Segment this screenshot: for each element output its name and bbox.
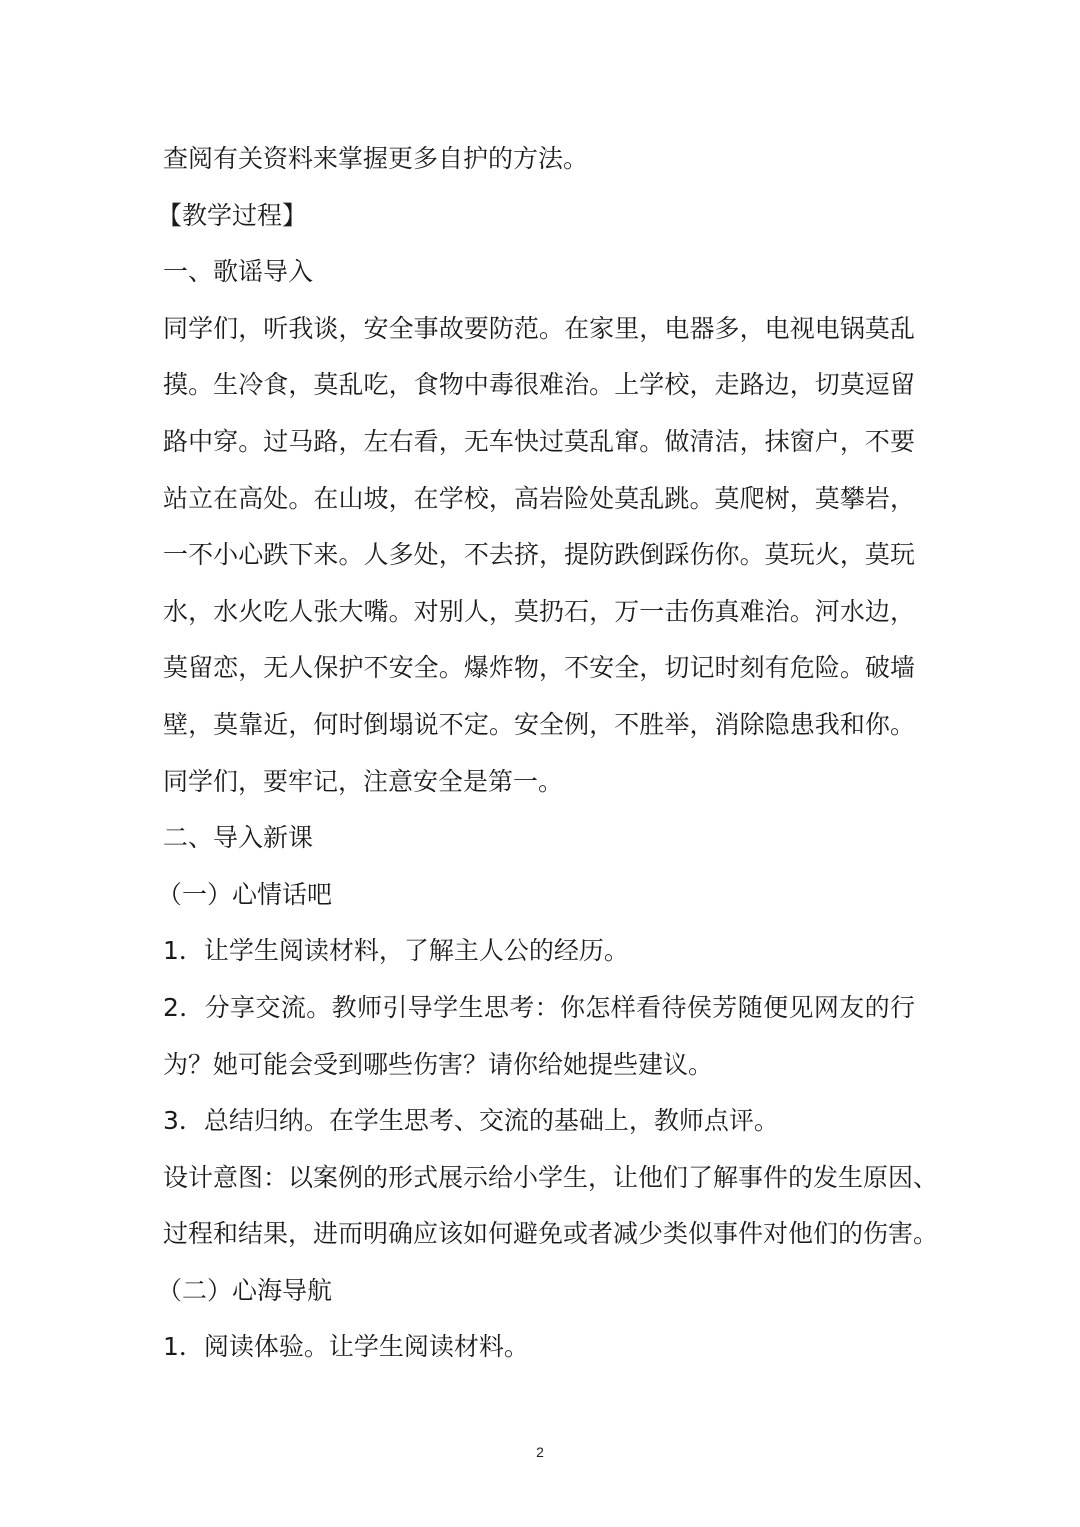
ballad-line: 站立在高处。在山坡，在学校，高岩险处莫乱跳。莫爬树，莫攀岩， — [163, 483, 915, 513]
list-item-continuation: 为？她可能会受到哪些伤害？请你给她提些建议。 — [163, 1049, 714, 1079]
ballad-line: 摸。生冷食，莫乱吃，食物中毒很难治。上学校，走路边，切莫逗留 — [163, 370, 915, 400]
list-item: 2．分享交流。教师引导学生思考：你怎样看待侯芳随便见网友的行 — [163, 992, 915, 1022]
subsection-title-mood-bar: （一）心情话吧 — [157, 879, 333, 909]
ballad-line: 一不小心跌下来。人多处，不去挤，提防跌倒踩伤你。莫玩火，莫玩 — [163, 540, 915, 570]
ballad-line: 莫留恋，无人保护不安全。爆炸物，不安全，切记时刻有危险。破墙 — [163, 653, 915, 683]
intro-line: 查阅有关资料来掌握更多自护的方法。 — [163, 144, 589, 173]
ballad-line: 同学们，听我谈，安全事故要防范。在家里，电器多，电视电锅莫乱 — [163, 313, 915, 343]
ballad-line: 同学们，要牢记，注意安全是第一。 — [163, 766, 564, 796]
ballad-line: 水，水火吃人张大嘴。对别人，莫扔石，万一击伤真难治。河水边， — [163, 596, 915, 626]
list-item: 3．总结归纳。在学生思考、交流的基础上，教师点评。 — [163, 1106, 779, 1136]
page-number: 2 — [536, 1444, 544, 1460]
subsection-title-mind-navigation: （二）心海导航 — [157, 1275, 333, 1305]
list-item: 1．让学生阅读材料，了解主人公的经历。 — [163, 936, 629, 966]
ballad-line: 路中穿。过马路，左右看，无车快过莫乱窜。做清洁，抹窗户，不要 — [163, 426, 915, 456]
section-title-new-lesson: 二、导入新课 — [163, 823, 314, 853]
list-item: 1．阅读体验。让学生阅读材料。 — [163, 1332, 529, 1362]
design-intent-line: 过程和结果，进而明确应该如何避免或者减少类似事件对他们的伤害。 — [163, 1219, 939, 1249]
ballad-paragraph — [163, 301, 923, 810]
design-intent-line: 设计意图：以案例的形式展示给小学生，让他们了解事件的发生原因、 — [163, 1162, 939, 1192]
teaching-process-heading: 【教学过程】 — [157, 200, 308, 230]
ballad-line: 壁，莫靠近，何时倒塌说不定。安全例，不胜举，消除隐患我和你。 — [163, 709, 915, 739]
page-body — [157, 131, 939, 1376]
section-title-ballad: 一、歌谣导入 — [163, 257, 314, 287]
